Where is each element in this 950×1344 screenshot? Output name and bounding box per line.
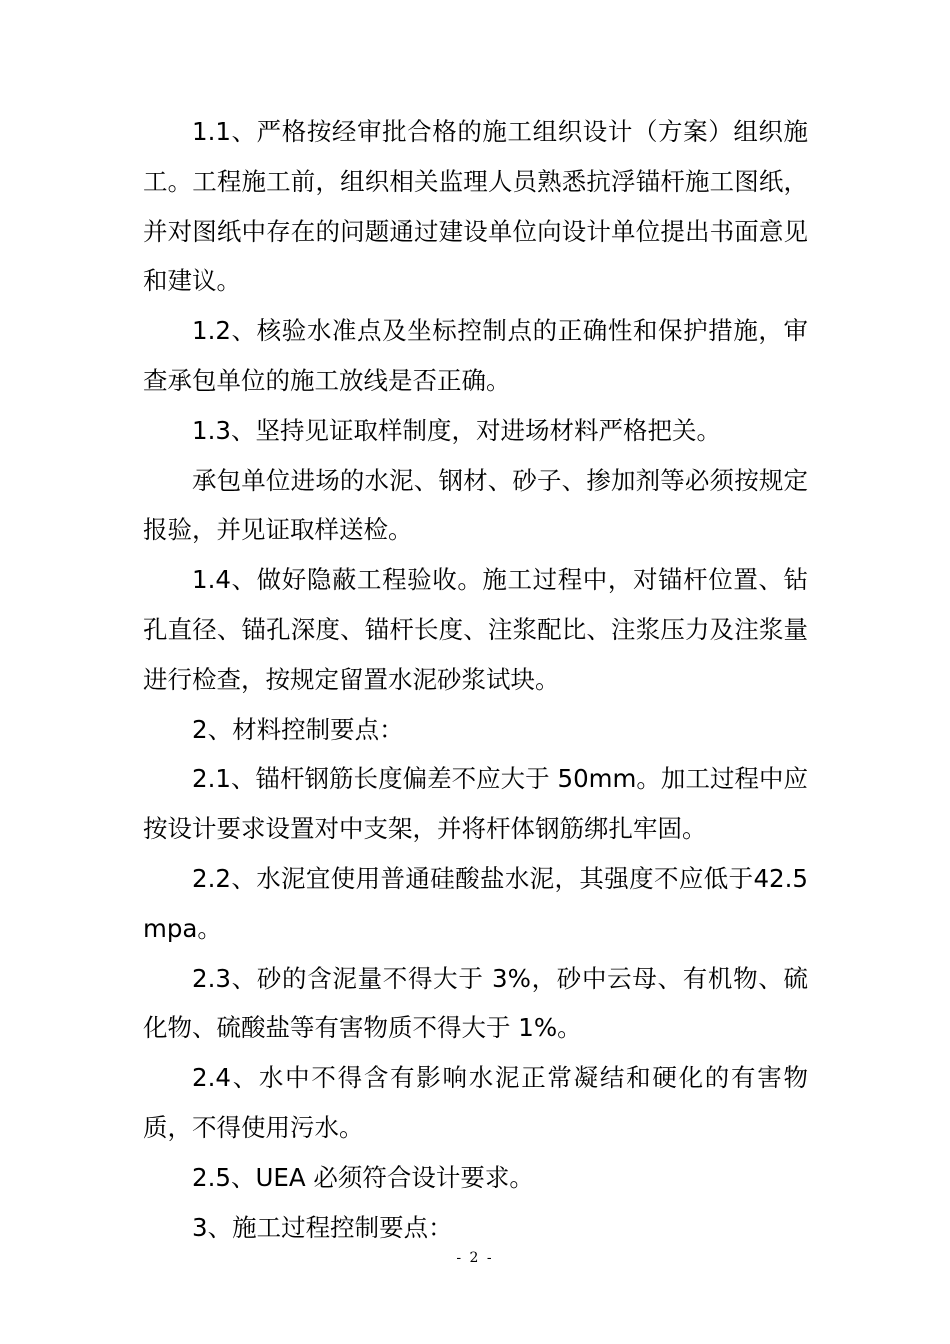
paragraph-2-2: 2.2、水泥宜使用普通硅酸盐水泥，其强度不应低于42.5mpa。 xyxy=(143,863,808,943)
paragraph-2-4: 2.4、水中不得含有影响水泥正常凝结和硬化的有害物质，不得使用污水。 xyxy=(143,1063,808,1142)
paragraph-1-4: 1.4、做好隐蔽工程验收。施工过程中，对锚杆位置、钻孔直径、锚孔深度、锚杆长度、注浆配比、注浆压力及注浆量进行检查，按规定留置水泥砂浆试块。 xyxy=(143,565,808,694)
paragraph-2-1: 2.1、锚杆钢筋长度偏差不应大于 50mm。加工过程中应按设计要求设置对中支架，并将杆体钢筋绑扎牢固。 xyxy=(143,764,808,844)
paragraph-material-inspection: 承包单位进场的水泥、钢材、砂子、掺加剂等必须按规定报验，并见证取样送检。 xyxy=(143,465,808,545)
document-body xyxy=(143,107,808,1252)
page-number: - 2 - xyxy=(456,1250,494,1266)
paragraph-2-3: 2.3、砂的含泥量不得大于 3%，砂中云母、有机物、硫化物、硫酸盐等有害物质不得大于 1%。 xyxy=(143,963,808,1043)
section-heading-3: 3、施工过程控制要点： xyxy=(192,1212,453,1242)
paragraph-1-1: 1.1、严格按经审批合格的施工组织设计（方案）组织施工。工程施工前，组织相关监理人员熟悉抗浮锚杆施工图纸，并对图纸中存在的问题通过建设单位向设计单位提出书面意见和建议。 xyxy=(143,117,808,296)
paragraph-1-3: 1.3、坚持见证取样制度，对进场材料严格把关。 xyxy=(192,415,721,445)
section-heading-2: 2、材料控制要点： xyxy=(192,714,404,744)
paragraph-2-5: 2.5、UEA 必须符合设计要求。 xyxy=(192,1162,534,1192)
paragraph-1-2: 1.2、核验水准点及坐标控制点的正确性和保护措施，审查承包单位的施工放线是否正确。 xyxy=(143,316,808,395)
